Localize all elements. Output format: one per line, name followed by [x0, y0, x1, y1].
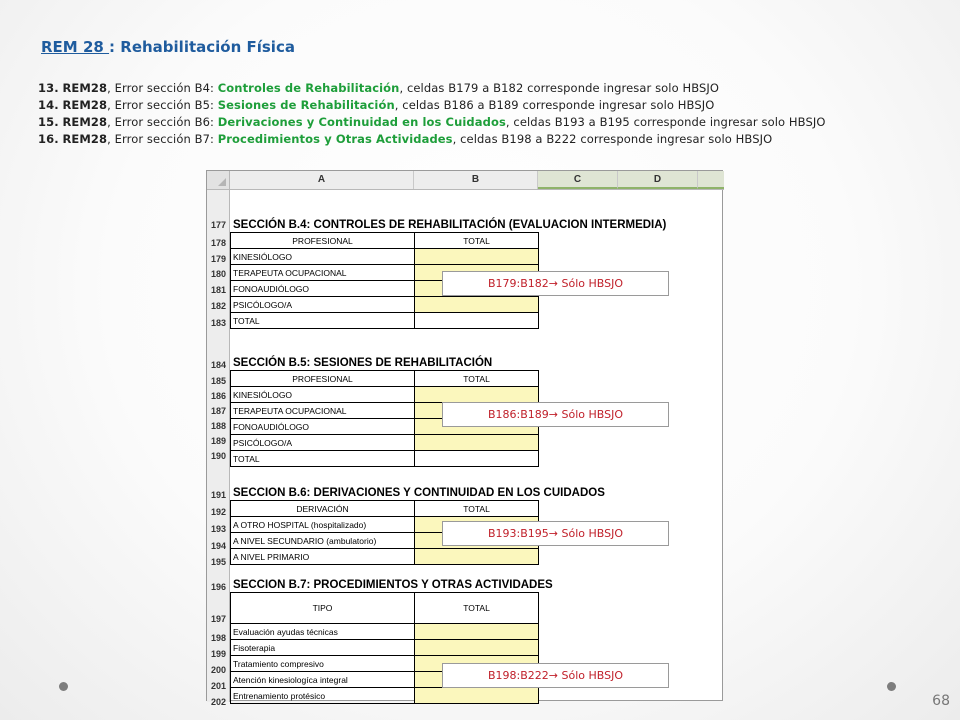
column-header-a: A	[230, 171, 414, 189]
table-row-label: TOTAL	[231, 313, 415, 329]
row-number: 179	[210, 254, 227, 264]
row-number: 188	[210, 421, 227, 431]
section-title-b5: SECCIÓN B.5: SESIONES DE REHABILITACIÓN	[233, 357, 493, 369]
row-number: 191	[210, 490, 227, 500]
note-item: 13. REM28, Error sección B4: Controles de Rehabilitación, celdas B179 a B182 corresponde ingresar solo HBSJO	[38, 81, 720, 95]
table-row-label: PSICÓLOGO/A	[231, 297, 415, 313]
row-number: 187	[210, 406, 227, 416]
header-total: TOTAL	[415, 371, 539, 387]
row-number: 180	[210, 269, 227, 279]
header-derivacion: DERIVACIÓN	[231, 501, 415, 517]
row-number: 196	[210, 582, 227, 592]
column-header-b: B	[414, 171, 538, 189]
page-number: 68	[932, 693, 950, 709]
spreadsheet-screenshot	[206, 170, 723, 707]
note-item: 14. REM28, Error sección B5: Sesiones de Rehabilitación, celdas B186 a B189 corresponde ingresar solo HBSJO	[38, 98, 715, 112]
column-header-d: D	[618, 171, 698, 189]
callout-b179-b182: B179:B182→ Sólo HBSJO	[442, 271, 669, 296]
table-row-label: FONOAUDIÓLOGO	[231, 419, 415, 435]
row-number: 185	[210, 376, 227, 386]
row-number: 178	[210, 238, 227, 248]
table-row-label: Evaluación ayudas técnicas	[231, 624, 415, 640]
table-row-label: TERAPEUTA OCUPACIONAL	[231, 265, 415, 281]
section-title-b6: SECCION B.6: DERIVACIONES Y CONTINUIDAD EN LOS CUIDADOS	[233, 487, 605, 499]
header-tipo: TIPO	[231, 593, 415, 624]
error-notes	[38, 80, 953, 148]
row-header-bar	[207, 190, 230, 707]
row-number: 190	[210, 451, 227, 461]
input-cell-b182[interactable]	[415, 297, 539, 313]
title-rem-link: REM 28	[41, 38, 110, 56]
row-number: 184	[210, 360, 227, 370]
row-number: 198	[210, 633, 227, 643]
section-title-b7: SECCION B.7: PROCEDIMIENTOS Y OTRAS ACTIVIDADES	[233, 579, 553, 591]
table-row-label: Fisoterapia	[231, 640, 415, 656]
note-item: 15. REM28, Error sección B6: Derivaciones y Continuidad en los Cuidados, celdas B193 a B195 corresponde ingresar solo HBSJO	[38, 115, 826, 129]
row-number: 199	[210, 649, 227, 659]
header-profesional: PROFESIONAL	[231, 371, 415, 387]
decorative-dot-left	[59, 682, 68, 691]
row-number: 202	[210, 697, 227, 707]
input-cell-b199[interactable]	[415, 640, 539, 656]
note-item: 16. REM28, Error sección B7: Procedimientos y Otras Actividades, celdas B198 a B222 corresponde ingresar solo HBSJO	[38, 132, 773, 146]
table-row-label: FONOAUDIÓLOGO	[231, 281, 415, 297]
row-number: 193	[210, 524, 227, 534]
callout-b186-b189: B186:B189→ Sólo HBSJO	[442, 402, 669, 427]
table-row-label: KINESIÓLOGO	[231, 387, 415, 403]
input-cell-b202[interactable]	[415, 688, 539, 704]
input-cell-b179[interactable]	[415, 249, 539, 265]
table-row-label: Entrenamiento protésico	[231, 688, 415, 704]
table-row-label: TOTAL	[231, 451, 415, 467]
column-header-c: C	[538, 171, 618, 189]
row-number: 182	[210, 301, 227, 311]
decorative-dot-right	[887, 682, 896, 691]
header-total: TOTAL	[415, 593, 539, 624]
header-profesional: PROFESIONAL	[231, 233, 415, 249]
input-cell-b189[interactable]	[415, 435, 539, 451]
row-number: 197	[210, 614, 227, 624]
column-header-bar	[207, 171, 724, 190]
title-text: : Rehabilitación Física	[109, 38, 295, 56]
table-row-label: KINESIÓLOGO	[231, 249, 415, 265]
header-total: TOTAL	[415, 233, 539, 249]
input-cell-b186[interactable]	[415, 387, 539, 403]
select-all-corner	[207, 171, 230, 189]
total-cell-b183	[415, 313, 539, 329]
page-title	[41, 38, 295, 56]
row-number: 192	[210, 507, 227, 517]
row-number: 201	[210, 681, 227, 691]
table-row-label: TERAPEUTA OCUPACIONAL	[231, 403, 415, 419]
total-cell-b190	[415, 451, 539, 467]
table-row-label: Atención kinesiologíca integral	[231, 672, 415, 688]
table-row-label: PSICÓLOGO/A	[231, 435, 415, 451]
table-row-label: A NIVEL PRIMARIO	[231, 549, 415, 565]
input-cell-b198[interactable]	[415, 624, 539, 640]
callout-b193-b195: B193:B195→ Sólo HBSJO	[442, 521, 669, 546]
row-number: 177	[210, 220, 227, 230]
row-number: 200	[210, 665, 227, 675]
table-row-label: Tratamiento compresivo	[231, 656, 415, 672]
row-number: 181	[210, 285, 227, 295]
row-number: 186	[210, 391, 227, 401]
callout-b198-b222: B198:B222→ Sólo HBSJO	[442, 663, 669, 688]
row-number: 194	[210, 541, 227, 551]
row-number: 183	[210, 318, 227, 328]
input-cell-b195[interactable]	[415, 549, 539, 565]
section-title-b4: SECCIÓN B.4: CONTROLES DE REHABILITACIÓN (EVALUACION INTERMEDIA)	[233, 219, 667, 231]
row-number: 189	[210, 436, 227, 446]
column-header-e	[698, 171, 724, 189]
header-total: TOTAL	[415, 501, 539, 517]
row-number: 195	[210, 557, 227, 567]
table-row-label: A OTRO HOSPITAL (hospitalizado)	[231, 517, 415, 533]
table-row-label: A NIVEL SECUNDARIO (ambulatorio)	[231, 533, 415, 549]
